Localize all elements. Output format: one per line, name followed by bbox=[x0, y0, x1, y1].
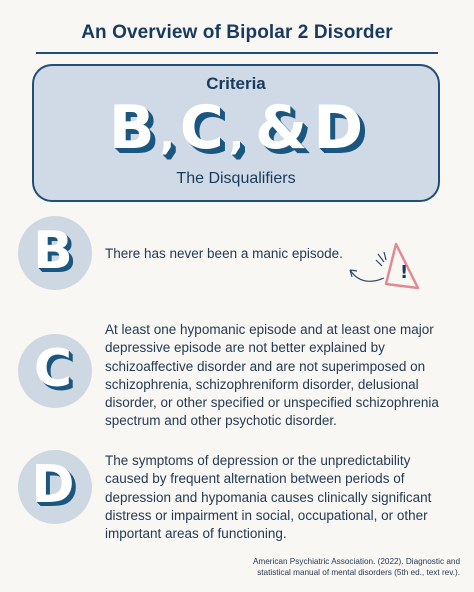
exclamation-mark: ! bbox=[400, 262, 409, 283]
citation bbox=[210, 556, 460, 578]
criteria-label: Criteria bbox=[206, 74, 266, 93]
big-letters bbox=[34, 92, 438, 164]
page-title: An Overview of Bipolar 2 Disorder bbox=[81, 22, 393, 43]
big-letter-c: C bbox=[179, 93, 224, 163]
letter-c: C bbox=[33, 339, 73, 399]
comma-separator: , bbox=[159, 113, 175, 159]
motion-mark-2 bbox=[378, 254, 384, 262]
citation-line-2: statistical manual of mental disorders (5th ed., text rev.). bbox=[257, 568, 460, 577]
letter-circle-c bbox=[18, 334, 92, 408]
ampersand: & bbox=[255, 93, 308, 163]
citation-line-1: American Psychiatric Association. (2022). Diagnostic and bbox=[252, 557, 460, 566]
warning-arrow bbox=[350, 270, 384, 281]
criteria-subtitle: The Disqualifiers bbox=[176, 170, 296, 187]
criterion-d-text: The symptoms of depression or the unpredictability caused by frequent alternation between periods of depression and hypomania causes clinically significant distress or impairment in social, occupational, or other important areas of functioning. bbox=[105, 453, 432, 542]
letter-circle-d bbox=[18, 450, 92, 524]
motion-mark-3 bbox=[384, 252, 386, 260]
title-divider bbox=[36, 52, 438, 54]
big-letter-d: D bbox=[313, 93, 364, 163]
big-letter-b: B bbox=[108, 93, 155, 163]
warning-triangle-icon bbox=[344, 240, 424, 296]
comma-separator-2: , bbox=[228, 113, 245, 159]
motion-mark-1 bbox=[376, 260, 382, 266]
criteria-header-box bbox=[32, 64, 440, 202]
criterion-b-text: There has never been a manic episode. bbox=[105, 246, 343, 261]
letter-circle-b bbox=[18, 216, 92, 290]
letter-d: D bbox=[31, 455, 75, 515]
letter-b: B bbox=[33, 221, 73, 281]
criterion-c-text: At least one hypomanic episode and at least one major depressive episode are not better explained by schizoaffective disorder and are not superimposed on schizophrenia, schizophreniform disorder, delusional disorder, or other specified or unspecified schizophrenia spectrum and other psychotic disorder. bbox=[105, 322, 439, 429]
